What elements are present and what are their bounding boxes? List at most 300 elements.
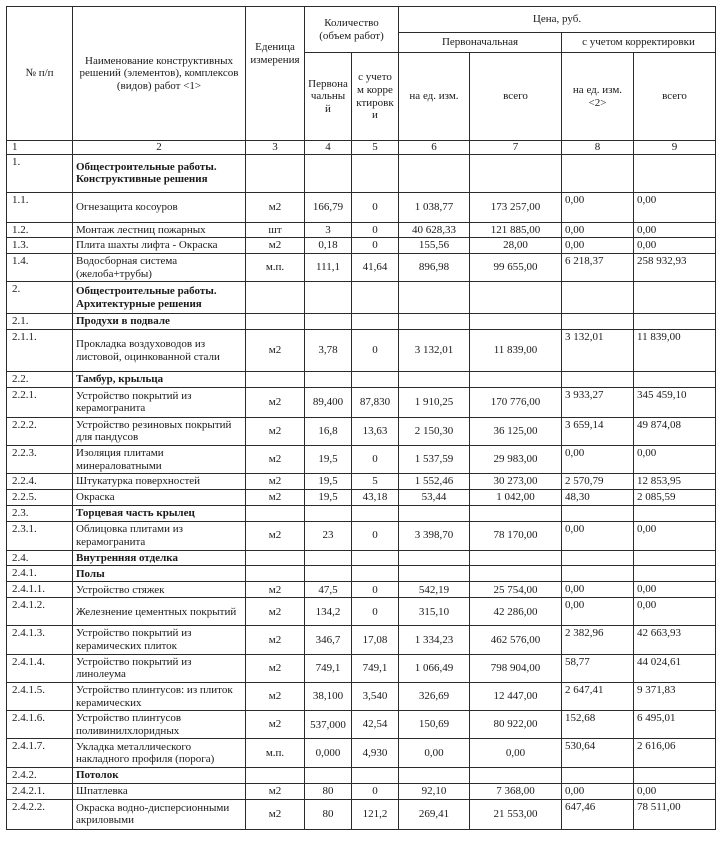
table-row xyxy=(7,550,716,566)
row-quantity-adjusted: 4,930 xyxy=(352,739,399,768)
row-price-per-unit xyxy=(399,550,470,566)
row-name: Общестроительные работы. Архитектурные решения xyxy=(73,282,246,314)
row-quantity-initial: 346,7 xyxy=(305,626,352,654)
row-unit: м2 xyxy=(246,598,305,626)
row-price-total-adjusted: 0,00 xyxy=(634,192,716,222)
row-price-total: 1 042,00 xyxy=(470,490,562,506)
row-quantity-initial xyxy=(305,550,352,566)
row-price-per-unit xyxy=(399,372,470,388)
row-price-total-adjusted: 9 371,83 xyxy=(634,682,716,710)
row-price-total-adjusted: 2 085,59 xyxy=(634,490,716,506)
row-quantity-adjusted: 3,540 xyxy=(352,682,399,710)
row-price-per-unit-adjusted xyxy=(562,154,634,192)
table-row xyxy=(7,446,716,474)
row-unit: шт xyxy=(246,222,305,238)
table-row xyxy=(7,154,716,192)
row-price-per-unit xyxy=(399,566,470,582)
column-index: 5 xyxy=(352,141,399,155)
row-price-per-unit: 92,10 xyxy=(399,784,470,800)
row-quantity-adjusted xyxy=(352,154,399,192)
row-price-total-adjusted xyxy=(634,566,716,582)
column-index: 1 xyxy=(7,141,73,155)
row-price-per-unit-adjusted: 0,00 xyxy=(562,192,634,222)
table-row xyxy=(7,582,716,598)
table-row xyxy=(7,566,716,582)
row-quantity-initial: 749,1 xyxy=(305,654,352,682)
row-price-per-unit-adjusted: 530,64 xyxy=(562,739,634,768)
row-unit: м2 xyxy=(246,582,305,598)
column-index-row xyxy=(7,141,716,155)
row-price-per-unit: 896,98 xyxy=(399,253,470,281)
row-unit: м2 xyxy=(246,682,305,710)
row-price-per-unit: 269,41 xyxy=(399,799,470,829)
row-quantity-adjusted: 17,08 xyxy=(352,626,399,654)
row-price-per-unit: 1 910,25 xyxy=(399,387,470,417)
row-name: Внутренняя отделка xyxy=(73,550,246,566)
table-row xyxy=(7,253,716,281)
table-row xyxy=(7,598,716,626)
row-price-total-adjusted xyxy=(634,550,716,566)
row-quantity-initial: 80 xyxy=(305,784,352,800)
row-quantity-initial xyxy=(305,505,352,521)
row-price-per-unit: 1 334,23 xyxy=(399,626,470,654)
header-number: № п/п xyxy=(7,7,73,141)
row-quantity-initial: 0,18 xyxy=(305,238,352,254)
table-row xyxy=(7,768,716,784)
row-quantity-initial: 19,5 xyxy=(305,446,352,474)
row-price-per-unit xyxy=(399,314,470,330)
row-price-per-unit: 1 537,59 xyxy=(399,446,470,474)
row-name: Огнезащита косоуров xyxy=(73,192,246,222)
table-row xyxy=(7,417,716,445)
column-index: 8 xyxy=(562,141,634,155)
row-unit xyxy=(246,314,305,330)
row-number: 1. xyxy=(7,154,73,192)
row-price-per-unit-adjusted: 3 659,14 xyxy=(562,417,634,445)
row-unit xyxy=(246,566,305,582)
row-number: 2.3. xyxy=(7,505,73,521)
row-price-per-unit-adjusted: 2 382,96 xyxy=(562,626,634,654)
row-unit xyxy=(246,505,305,521)
row-name: Железнение цементных покрытий xyxy=(73,598,246,626)
row-price-total-adjusted: 0,00 xyxy=(634,446,716,474)
row-price-total: 78 170,00 xyxy=(470,521,562,550)
row-quantity-initial: 89,400 xyxy=(305,387,352,417)
row-price-per-unit: 1 552,46 xyxy=(399,474,470,490)
row-unit: м2 xyxy=(246,784,305,800)
row-unit: м2 xyxy=(246,521,305,550)
row-quantity-initial xyxy=(305,154,352,192)
row-number: 2.4.1.4. xyxy=(7,654,73,682)
row-quantity-adjusted xyxy=(352,282,399,314)
row-quantity-initial: 80 xyxy=(305,799,352,829)
row-number: 2.4.2.1. xyxy=(7,784,73,800)
row-name: Продухи в подвале xyxy=(73,314,246,330)
row-price-total-adjusted xyxy=(634,768,716,784)
row-number: 1.1. xyxy=(7,192,73,222)
row-quantity-adjusted: 0 xyxy=(352,521,399,550)
row-price-total-adjusted: 0,00 xyxy=(634,784,716,800)
row-number: 2.4.2.2. xyxy=(7,799,73,829)
row-price-total xyxy=(470,550,562,566)
row-price-per-unit-adjusted xyxy=(562,372,634,388)
row-quantity-initial: 3,78 xyxy=(305,330,352,372)
row-number: 2.4.1.3. xyxy=(7,626,73,654)
row-price-total-adjusted xyxy=(634,314,716,330)
table-row xyxy=(7,711,716,739)
row-quantity-initial: 3 xyxy=(305,222,352,238)
row-name: Изоляция плитами минераловатными xyxy=(73,446,246,474)
row-quantity-initial: 111,1 xyxy=(305,253,352,281)
row-name: Тамбур, крыльца xyxy=(73,372,246,388)
row-price-per-unit-adjusted xyxy=(562,314,634,330)
row-price-per-unit: 3 132,01 xyxy=(399,330,470,372)
row-price-per-unit: 40 628,33 xyxy=(399,222,470,238)
header-total-adjusted: всего xyxy=(634,53,716,141)
row-number: 2.4.1. xyxy=(7,566,73,582)
row-price-per-unit-adjusted: 48,30 xyxy=(562,490,634,506)
row-price-per-unit: 315,10 xyxy=(399,598,470,626)
row-price-total-adjusted: 78 511,00 xyxy=(634,799,716,829)
table-row xyxy=(7,521,716,550)
row-name: Устройство плинтусов поливинилхлоридных xyxy=(73,711,246,739)
row-quantity-initial xyxy=(305,372,352,388)
row-quantity-adjusted: 0 xyxy=(352,192,399,222)
row-price-per-unit xyxy=(399,154,470,192)
row-unit xyxy=(246,154,305,192)
row-quantity-initial: 166,79 xyxy=(305,192,352,222)
row-unit: м2 xyxy=(246,238,305,254)
table-row xyxy=(7,372,716,388)
row-price-total: 121 885,00 xyxy=(470,222,562,238)
row-name: Общестроительные работы. Конструктивные решения xyxy=(73,154,246,192)
row-price-per-unit: 53,44 xyxy=(399,490,470,506)
row-name: Устройство стяжек xyxy=(73,582,246,598)
column-index: 4 xyxy=(305,141,352,155)
row-quantity-adjusted xyxy=(352,372,399,388)
row-name: Потолок xyxy=(73,768,246,784)
row-price-total-adjusted: 0,00 xyxy=(634,222,716,238)
row-unit: м2 xyxy=(246,192,305,222)
row-quantity-initial: 19,5 xyxy=(305,490,352,506)
row-price-per-unit-adjusted xyxy=(562,550,634,566)
row-price-per-unit xyxy=(399,282,470,314)
row-quantity-adjusted: 0 xyxy=(352,238,399,254)
row-name: Торцевая часть крылец xyxy=(73,505,246,521)
row-quantity-initial xyxy=(305,768,352,784)
row-price-total-adjusted: 345 459,10 xyxy=(634,387,716,417)
row-price-per-unit-adjusted: 2 570,79 xyxy=(562,474,634,490)
row-price-total-adjusted: 44 024,61 xyxy=(634,654,716,682)
row-price-per-unit: 542,19 xyxy=(399,582,470,598)
table-row xyxy=(7,505,716,521)
column-index: 9 xyxy=(634,141,716,155)
row-price-total: 798 904,00 xyxy=(470,654,562,682)
row-price-total: 21 553,00 xyxy=(470,799,562,829)
row-unit xyxy=(246,282,305,314)
row-price-total-adjusted: 12 853,95 xyxy=(634,474,716,490)
row-quantity-initial: 537,000 xyxy=(305,711,352,739)
row-quantity-initial xyxy=(305,282,352,314)
row-price-total xyxy=(470,282,562,314)
row-price-per-unit-adjusted: 3 132,01 xyxy=(562,330,634,372)
row-price-total: 0,00 xyxy=(470,739,562,768)
row-price-per-unit-adjusted: 3 933,27 xyxy=(562,387,634,417)
row-quantity-adjusted xyxy=(352,550,399,566)
row-number: 2.4.2. xyxy=(7,768,73,784)
table-row xyxy=(7,799,716,829)
row-unit: м2 xyxy=(246,626,305,654)
row-price-per-unit-adjusted: 0,00 xyxy=(562,598,634,626)
row-unit: м2 xyxy=(246,654,305,682)
row-price-per-unit-adjusted: 6 218,37 xyxy=(562,253,634,281)
row-price-per-unit: 155,56 xyxy=(399,238,470,254)
row-price-per-unit-adjusted: 0,00 xyxy=(562,222,634,238)
row-price-total-adjusted: 11 839,00 xyxy=(634,330,716,372)
row-price-total xyxy=(470,505,562,521)
row-price-total: 99 655,00 xyxy=(470,253,562,281)
row-price-total-adjusted: 2 616,06 xyxy=(634,739,716,768)
row-price-total: 36 125,00 xyxy=(470,417,562,445)
row-price-per-unit-adjusted: 0,00 xyxy=(562,521,634,550)
row-number: 2.2.1. xyxy=(7,387,73,417)
row-price-total xyxy=(470,566,562,582)
row-unit xyxy=(246,372,305,388)
row-number: 2.3.1. xyxy=(7,521,73,550)
row-price-per-unit: 1 038,77 xyxy=(399,192,470,222)
table-row xyxy=(7,192,716,222)
row-price-total: 30 273,00 xyxy=(470,474,562,490)
row-price-per-unit-adjusted: 0,00 xyxy=(562,238,634,254)
row-price-total-adjusted: 0,00 xyxy=(634,521,716,550)
row-quantity-initial: 23 xyxy=(305,521,352,550)
row-price-total: 11 839,00 xyxy=(470,330,562,372)
row-quantity-adjusted: 0 xyxy=(352,582,399,598)
row-price-total: 80 922,00 xyxy=(470,711,562,739)
row-name: Окраска xyxy=(73,490,246,506)
row-number: 2.2.4. xyxy=(7,474,73,490)
row-price-total xyxy=(470,154,562,192)
row-quantity-adjusted: 5 xyxy=(352,474,399,490)
row-price-total-adjusted xyxy=(634,505,716,521)
table-body xyxy=(7,154,716,829)
row-name: Шпатлевка xyxy=(73,784,246,800)
estimate-table xyxy=(6,6,716,830)
table-row xyxy=(7,238,716,254)
row-number: 1.4. xyxy=(7,253,73,281)
row-quantity-adjusted: 42,54 xyxy=(352,711,399,739)
row-quantity-initial: 0,000 xyxy=(305,739,352,768)
row-quantity-adjusted: 749,1 xyxy=(352,654,399,682)
row-number: 2.2.5. xyxy=(7,490,73,506)
row-price-per-unit: 326,69 xyxy=(399,682,470,710)
row-price-total-adjusted: 49 874,08 xyxy=(634,417,716,445)
row-price-per-unit-adjusted: 0,00 xyxy=(562,446,634,474)
row-price-total xyxy=(470,314,562,330)
row-number: 2.1. xyxy=(7,314,73,330)
header-per-unit-adjusted: на ед. изм. <2> xyxy=(562,53,634,141)
row-price-per-unit-adjusted: 0,00 xyxy=(562,784,634,800)
row-name: Укладка металлического накладного профиля (порога) xyxy=(73,739,246,768)
row-number: 2.4.1.7. xyxy=(7,739,73,768)
row-unit: м2 xyxy=(246,387,305,417)
row-quantity-initial: 134,2 xyxy=(305,598,352,626)
row-number: 2.2. xyxy=(7,372,73,388)
row-price-per-unit-adjusted: 2 647,41 xyxy=(562,682,634,710)
row-unit: м2 xyxy=(246,474,305,490)
table-row xyxy=(7,474,716,490)
row-price-total-adjusted xyxy=(634,154,716,192)
row-quantity-initial xyxy=(305,566,352,582)
row-unit: м2 xyxy=(246,417,305,445)
row-unit: м2 xyxy=(246,490,305,506)
row-quantity-initial: 38,100 xyxy=(305,682,352,710)
row-price-total: 7 368,00 xyxy=(470,784,562,800)
row-quantity-adjusted: 0 xyxy=(352,446,399,474)
row-name: Полы xyxy=(73,566,246,582)
header-price-initial: Первоначальная xyxy=(399,33,562,53)
row-number: 1.2. xyxy=(7,222,73,238)
row-unit xyxy=(246,768,305,784)
row-quantity-adjusted xyxy=(352,505,399,521)
row-price-total: 25 754,00 xyxy=(470,582,562,598)
row-number: 2.4.1.6. xyxy=(7,711,73,739)
row-number: 2.4.1.2. xyxy=(7,598,73,626)
row-price-total xyxy=(470,372,562,388)
row-unit: м2 xyxy=(246,799,305,829)
row-quantity-adjusted: 43,18 xyxy=(352,490,399,506)
table-row xyxy=(7,654,716,682)
header-quantity-adjusted: с учетом корректировки xyxy=(352,53,399,141)
row-quantity-adjusted xyxy=(352,566,399,582)
column-index: 3 xyxy=(246,141,305,155)
header-price: Цена, руб. xyxy=(399,7,716,33)
row-price-total-adjusted xyxy=(634,282,716,314)
row-name: Прокладка воздуховодов из листовой, оцинкованной стали xyxy=(73,330,246,372)
row-number: 2.1.1. xyxy=(7,330,73,372)
estimate-table-container xyxy=(6,6,716,830)
row-price-total-adjusted: 0,00 xyxy=(634,238,716,254)
row-quantity-initial xyxy=(305,314,352,330)
row-number: 2.4.1.1. xyxy=(7,582,73,598)
row-price-total xyxy=(470,768,562,784)
row-name: Плита шахты лифта - Окраска xyxy=(73,238,246,254)
row-unit xyxy=(246,550,305,566)
row-quantity-initial: 19,5 xyxy=(305,474,352,490)
row-price-total: 12 447,00 xyxy=(470,682,562,710)
table-row xyxy=(7,739,716,768)
table-row xyxy=(7,626,716,654)
table-row xyxy=(7,682,716,710)
row-number: 2.4. xyxy=(7,550,73,566)
row-quantity-adjusted: 41,64 xyxy=(352,253,399,281)
row-price-total: 42 286,00 xyxy=(470,598,562,626)
row-name: Устройство покрытий из керамических плиток xyxy=(73,626,246,654)
row-price-per-unit-adjusted: 152,68 xyxy=(562,711,634,739)
row-number: 2. xyxy=(7,282,73,314)
table-row xyxy=(7,314,716,330)
row-name: Устройство покрытий из линолеума xyxy=(73,654,246,682)
header-unit: Еденица измерения xyxy=(246,7,305,141)
header-total: всего xyxy=(470,53,562,141)
header-name: Наименование конструктивных решений (элементов), комплексов (видов) работ <1> xyxy=(73,7,246,141)
header-quantity: Количество (объем работ) xyxy=(305,7,399,53)
row-price-total: 170 776,00 xyxy=(470,387,562,417)
column-index: 7 xyxy=(470,141,562,155)
header-per-unit: на ед. изм. xyxy=(399,53,470,141)
row-quantity-adjusted xyxy=(352,314,399,330)
row-quantity-adjusted: 87,830 xyxy=(352,387,399,417)
row-number: 2.4.1.5. xyxy=(7,682,73,710)
row-price-per-unit: 1 066,49 xyxy=(399,654,470,682)
row-price-total-adjusted: 0,00 xyxy=(634,598,716,626)
row-name: Водосборная система (желоба+трубы) xyxy=(73,253,246,281)
row-number: 2.2.2. xyxy=(7,417,73,445)
row-quantity-adjusted: 0 xyxy=(352,598,399,626)
row-name: Устройство покрытий из керамогранита xyxy=(73,387,246,417)
row-price-total: 28,00 xyxy=(470,238,562,254)
row-name: Устройство плинтусов: из плиток керамических xyxy=(73,682,246,710)
row-unit: м2 xyxy=(246,446,305,474)
row-quantity-initial: 16,8 xyxy=(305,417,352,445)
row-price-total-adjusted: 6 495,01 xyxy=(634,711,716,739)
row-unit: м2 xyxy=(246,330,305,372)
row-price-total: 29 983,00 xyxy=(470,446,562,474)
row-unit: м.п. xyxy=(246,739,305,768)
row-quantity-initial: 47,5 xyxy=(305,582,352,598)
row-price-per-unit-adjusted xyxy=(562,566,634,582)
header-quantity-initial: Первоначальный xyxy=(305,53,352,141)
row-unit: м.п. xyxy=(246,253,305,281)
row-name: Облицовка плитами из керамогранита xyxy=(73,521,246,550)
table-row xyxy=(7,490,716,506)
row-price-total-adjusted: 0,00 xyxy=(634,582,716,598)
table-row xyxy=(7,330,716,372)
row-price-per-unit-adjusted xyxy=(562,505,634,521)
row-price-per-unit xyxy=(399,768,470,784)
row-quantity-adjusted: 121,2 xyxy=(352,799,399,829)
row-number: 1.3. xyxy=(7,238,73,254)
row-price-total-adjusted xyxy=(634,372,716,388)
row-price-total: 462 576,00 xyxy=(470,626,562,654)
header-price-adjusted: с учетом корректировки xyxy=(562,33,716,53)
row-quantity-adjusted: 0 xyxy=(352,784,399,800)
table-row xyxy=(7,784,716,800)
row-name: Окраска водно-дисперсионными акриловыми xyxy=(73,799,246,829)
table-row xyxy=(7,387,716,417)
row-price-per-unit-adjusted: 58,77 xyxy=(562,654,634,682)
row-quantity-adjusted: 13,63 xyxy=(352,417,399,445)
row-price-total: 173 257,00 xyxy=(470,192,562,222)
row-price-per-unit: 3 398,70 xyxy=(399,521,470,550)
row-price-total-adjusted: 258 932,93 xyxy=(634,253,716,281)
row-quantity-adjusted xyxy=(352,768,399,784)
row-price-per-unit: 2 150,30 xyxy=(399,417,470,445)
row-price-per-unit-adjusted: 647,46 xyxy=(562,799,634,829)
row-quantity-adjusted: 0 xyxy=(352,222,399,238)
row-price-per-unit: 150,69 xyxy=(399,711,470,739)
row-number: 2.2.3. xyxy=(7,446,73,474)
table-row xyxy=(7,222,716,238)
row-price-per-unit xyxy=(399,505,470,521)
table-row xyxy=(7,282,716,314)
column-index: 2 xyxy=(73,141,246,155)
row-price-per-unit-adjusted: 0,00 xyxy=(562,582,634,598)
column-index: 6 xyxy=(399,141,470,155)
row-name: Монтаж лестниц пожарных xyxy=(73,222,246,238)
row-price-per-unit-adjusted xyxy=(562,768,634,784)
row-unit: м2 xyxy=(246,711,305,739)
